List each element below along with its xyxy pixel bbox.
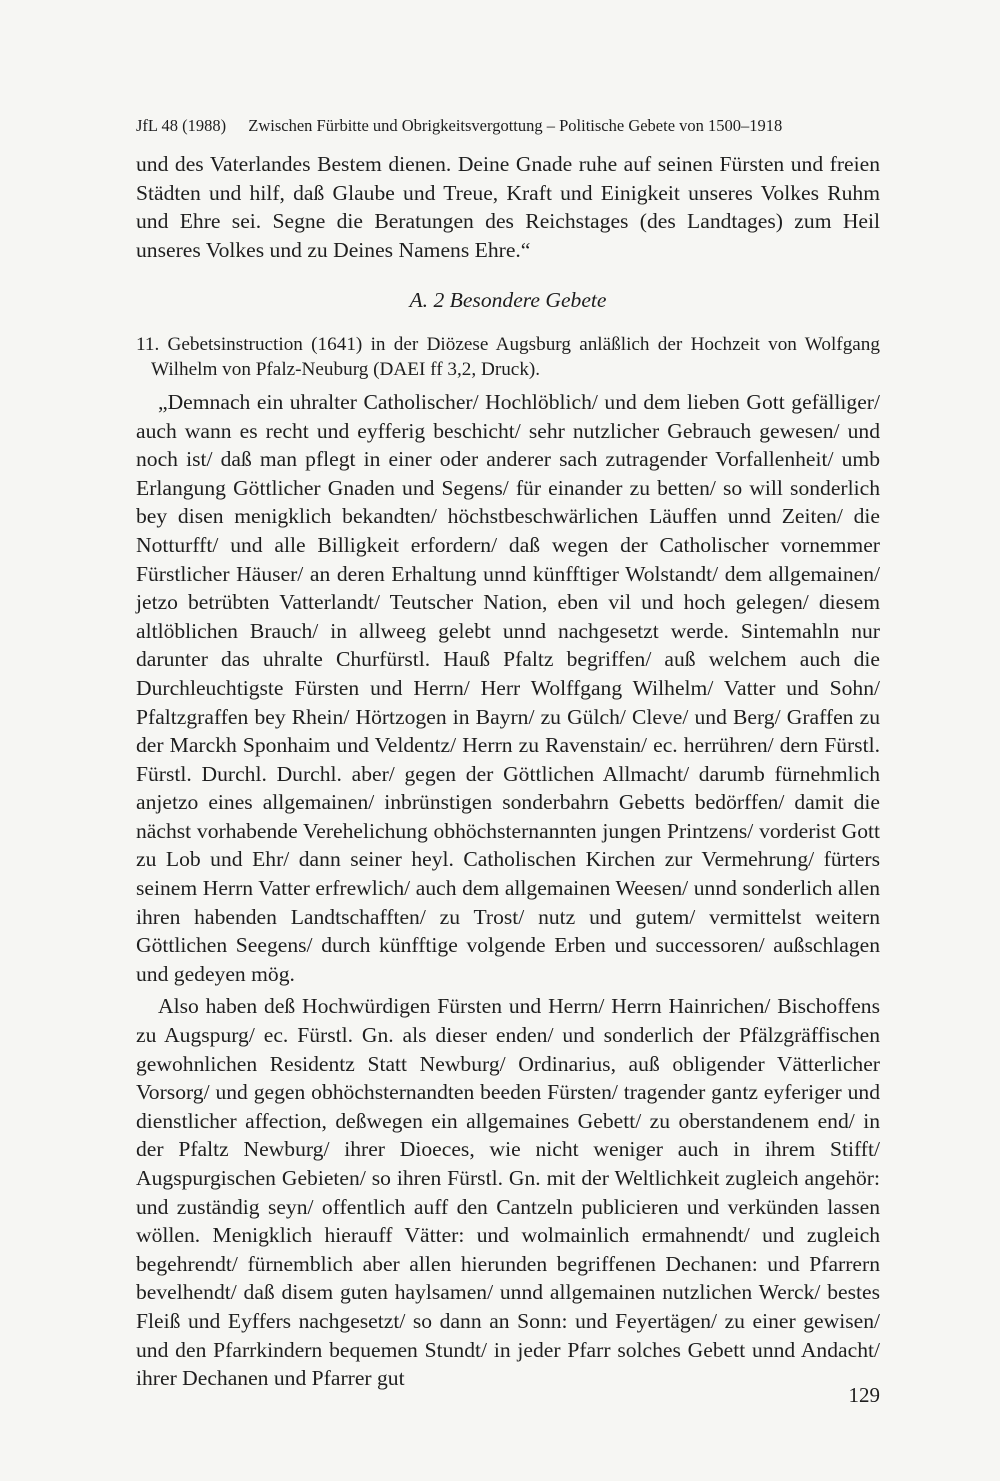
page-number: 129	[848, 1383, 880, 1407]
quote-paragraph-2: Also haben deß Hochwürdigen Fürsten und Herrn/ Herrn Hainrichen/ Bischoffens zu Augspurg/ ec. Fürstl. Gn. als dieser enden/ und sonderlich der Pfälzgräffischen gewohnlichen Residentz Statt Newburg/ Ordinarius, auß obligender Vätterlicher Vorsorg/ und gegen obhöchsternandten beeden Fürsten/ tragender gantz eyferiger und dienstlicher affection, deßwegen ein allgemaines Gebett/ zu oberstandenem end/ in der Pfaltz Newburg/ ihrer Dioeces, wie nicht weniger auch in ihrem Stifft/ Augspurgischen Gebieten/ so ihren Fürstl. Gn. mit der Weltlichkeit zugleich angehör: und zuständig seyn/ offentlich auff den Cantzeln publicieren und verkünden lassen wöllen. Menigklich hierauff Vätter: und wolmainlich ermahnendt/ und zugleich begehrendt/ fürnemblich aber allen hierunden begriffenen Dechanen: und Pfarrern bevelhendt/ daß disem guten haylsamen/ unnd allgemainen nutzlichen Werck/ bestes Fleiß und Eyffers nachgesetzt/ so dann an Sonn: und Feyertägen/ zu einer gewisen/ und den Pfarrkindern bequemen Stundt/ in jeder Pfarr solches Gebett unnd Andacht/ ihrer Dechanen und Pfarrer gut	[136, 994, 880, 1391]
section-heading: A. 2 Besondere Gebete	[409, 288, 607, 313]
continued-paragraph: und des Vaterlandes Bestem dienen. Deine Gnade ruhe auf seinen Fürsten und freien Städten und hilf, daß Glaube und Treue, Kraft und Einigkeit unseres Volkes Ruhm und Ehre sei. Segne die Beratungen des Reichstages (des Landtages) zum Heil unseres Volkes und zu Deines Namens Ehre.“	[136, 152, 880, 262]
page-body	[136, 150, 880, 1393]
journal-citation: JfL 48 (1988)	[136, 116, 227, 135]
quote-paragraph-1: „Demnach ein uhralter Catholischer/ Hochlöblich/ und dem lieben Gott gefälliger/ auch wann es recht und eyfferig beschicht/ sehr nutzlicher Gebrauch gewesen/ und noch ist/ daß man pflegt in einer oder anderer sach zutragender Vorfallenheit/ umb Erlangung Göttlicher Gnaden und Segens/ für einander zu betten/ so will sonderlich bey disen menigklich bekandten/ höchstbeschwärlichen Läuffen unnd Zeiten/ die Notturfft/ und alle Billigkeit erfordern/ daß wegen der Catholischer vornemmer Fürstlicher Häuser/ an deren Erhaltung unnd künfftiger Wolstandt/ dem allgemainen/ jetzo betrübten Vatterlandt/ Teutscher Nation, eben vil und hoch gelegen/ diesem altlöblichen Brauch/ in allweeg gelebt unnd nachgesetzt werde. Sintemahln nur darunter das uhralte Churfürstl. Hauß Pfaltz begriffen/ auß welchem auch die Durchleuchtigste Fürsten und Herrn/ Herr Wolffgang Wilhelm/ Vatter und Sohn/ Pfaltzgraffen bey Rhein/ Hörtzogen in Bayrn/ zu Gülch/ Cleve/ und Berg/ Graffen zu der Marckh Sponhaim und Veldentz/ Herrn zu Ravenstain/ ec. herrühren/ dern Fürstl. Fürstl. Durchl. Durchl. aber/ gegen der Göttlichen Allmacht/ darumb fürnehmlich anjetzo eines allgemainen/ inbrünstigen sonderbahrn Gebetts bedörffen/ damit die nächst vorhabende Verehelichung obhöchsternannten jungen Printzens/ vorderist Gott zu Lob und Ehr/ dann seiner heyl. Catholischen Kirchen zur Vermehrung/ fürters seinem Herrn Vatter erfrewlich/ auch dem allgemainen Weesen/ unnd sonderlich allen ihren habenden Landtschafften/ zu Trost/ nutz und gutem/ vermittelst weitern Göttlichen Seegens/ durch künfftige volgende Erben und successoren/ außschlagen und gedeyen mög.	[136, 389, 880, 986]
running-header	[136, 116, 866, 136]
running-title: Zwischen Fürbitte und Obrigkeitsvergottung – Politische Gebete von 1500–1918	[248, 116, 783, 135]
source-note: 11. Gebetsinstruction (1641) in der Diözese Augsburg anläßlich der Hochzeit von Wolfgang Wilhelm von Pfalz-Neuburg (DAEI ff 3,2, Druck).	[136, 333, 880, 380]
